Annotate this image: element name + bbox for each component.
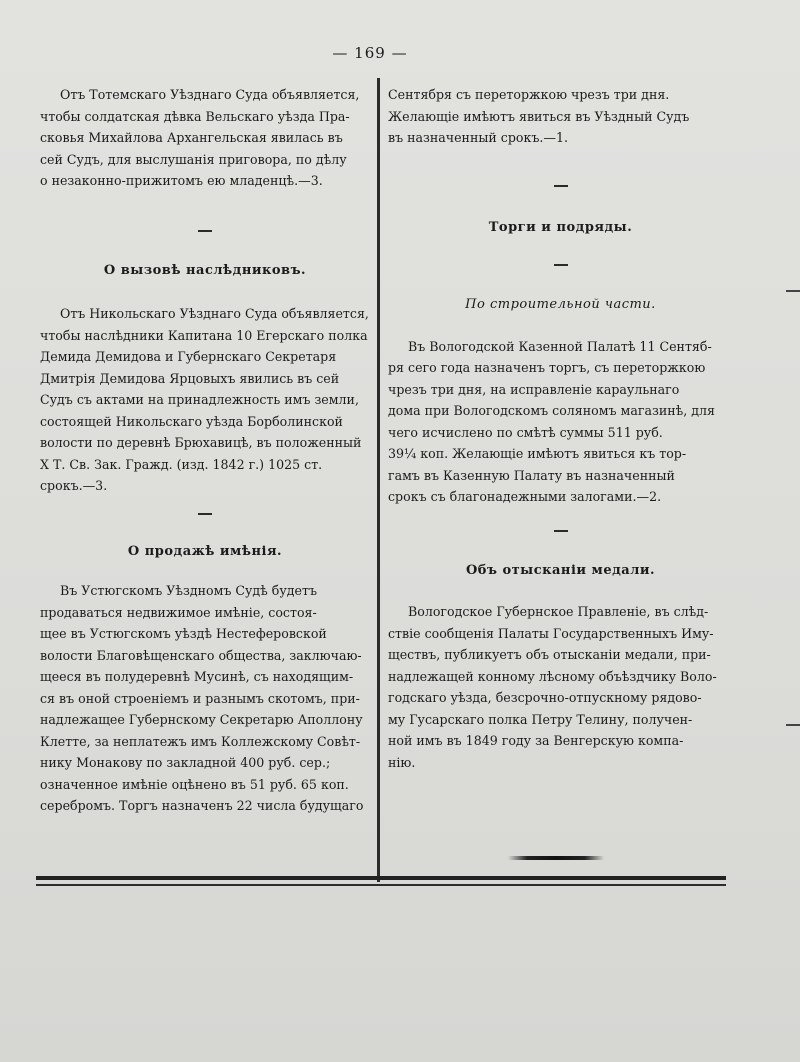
heading-auctions: Торги и подряды. (488, 219, 633, 235)
text-line: надлежащей конному лѣсному объѣздчику Воло- (388, 668, 717, 684)
text-line: нію. (388, 754, 416, 770)
notice-vologda-government (388, 601, 733, 773)
text-line: щееся въ полудеревнѣ Мусинѣ, съ находящим- (40, 669, 354, 684)
heading-medal: Объ отысканіи медали. (465, 562, 656, 578)
text-line: означенное имѣніе оцѣнено въ 51 руб. 65 коп. (40, 776, 349, 792)
text-line: Демида Демидова и Губернскаго Секретаря (40, 349, 337, 364)
text-line: ствіе сообщенія Палаты Государственныхъ Иму- (388, 625, 714, 641)
text-line: му Гусарскаго полка Петру Телину, получен- (388, 711, 693, 727)
text-line: чего исчислено по смѣтѣ суммы 511 руб. (388, 424, 663, 440)
text-line: срокъ съ благонадежными залогами.—2. (388, 489, 662, 504)
text-line: чтобы наслѣдники Капитана 10 Егерскаго полка (40, 327, 368, 343)
text-line: ществъ, публикуетъ объ отысканіи медали, при- (388, 647, 711, 662)
bottom-rule-thick (36, 876, 726, 880)
heading-sale: О продажѣ имѣнія. (127, 543, 283, 559)
notice-continuation (388, 84, 733, 149)
text-line: Въ Устюгскомъ Уѣздномъ Судѣ будетъ (60, 583, 317, 598)
text-line: волости по деревнѣ Брюхавицѣ, въ положенный (40, 435, 362, 450)
text-line: продаваться недвижимое имѣніе, состоя- (40, 604, 317, 620)
page-number: — 169 — (332, 44, 408, 62)
text-line: чрезъ три дня, на исправленіе караульнаго (388, 381, 680, 397)
notice-ustyug-court (40, 580, 370, 817)
notice-vologda-treasury (388, 336, 733, 508)
text-line: состоящей Никольскаго уѣзда Борболинской (40, 413, 343, 429)
scan-edge-mark (786, 290, 800, 292)
text-line: 39¼ коп. Желающіе имѣютъ явиться къ тор- (388, 446, 687, 461)
text-line: ся въ оной строеніемъ и разнымъ скотомъ, при- (40, 690, 360, 706)
text-line: годскаго уѣзда, безсрочно-отпускному рядово- (388, 690, 702, 705)
text-line: Желающіе имѣютъ явиться въ Уѣздный Судъ (388, 108, 690, 124)
notice-nikolsk-court (40, 303, 370, 497)
scan-edge-mark (786, 724, 800, 726)
text-line: въ назначенный срокъ.—1. (388, 130, 568, 145)
text-line: о незаконно-прижитомъ ею младенцѣ.—3. (40, 173, 323, 188)
heading-heirs: О вызовѣ наслѣдниковъ. (103, 262, 307, 278)
text-line: дома при Вологодскомъ соляномъ магазинѣ, для (388, 403, 715, 418)
notice-totma-court (40, 84, 370, 192)
text-line: сковья Михайлова Архангельская явилась въ (40, 130, 343, 145)
text-line: Въ Вологодской Казенной Палатѣ 11 Сентяб- (408, 338, 712, 354)
text-line: Отъ Никольскаго Уѣзднаго Суда объявляется, (60, 306, 369, 321)
text-line: серебромъ. Торгъ назначенъ 22 числа будущаго (40, 798, 364, 813)
text-line: Клетте, за неплатежъ имъ Коллежскому Совѣт- (40, 733, 361, 749)
text-line: ря сего года назначенъ торгъ, съ переторжкою (388, 360, 706, 375)
text-line: сей Судъ, для выслушанія приговора, по дѣлу (40, 151, 347, 167)
right-column (388, 84, 733, 773)
text-line: ной имъ въ 1849 году за Венгерскую компа- (388, 733, 684, 748)
text-line: чтобы солдатская дѣвка Вельскаго уѣзда Пра- (40, 108, 350, 124)
text-line: Дмитрія Демидова Ярцовыхъ явились въ сей (40, 370, 340, 386)
text-line: Вологодское Губернское Правленіе, въ слѣд- (408, 604, 709, 619)
text-line: надлежащее Губернскому Секретарю Аполлону (40, 712, 363, 727)
text-line: нику Монакову по закладной 400 руб. сер.; (40, 755, 331, 770)
text-line: Судъ съ актами на принадлежность имъ земли, (40, 392, 359, 407)
end-ornament (508, 856, 604, 860)
text-line: волости Благовѣщенскаго общества, заключаю- (40, 647, 362, 663)
text-line: Х Т. Св. Зак. Гражд. (изд. 1842 г.) 1025 ст. (40, 456, 323, 472)
text-line: щее въ Устюгскомъ уѣздѣ Нестеферовской (40, 626, 327, 641)
bottom-rule-thin (36, 884, 726, 886)
text-line: Отъ Тотемскаго Уѣзднаго Суда объявляется, (60, 87, 360, 102)
subheading-construction: По строительной части. (465, 297, 656, 312)
text-line: срокъ.—3. (40, 478, 108, 493)
text-line: гамъ въ Казенную Палату въ назначенный (388, 467, 675, 483)
left-column (40, 84, 370, 817)
column-separator (377, 78, 380, 882)
text-line: Сентября съ переторжкою чрезъ три дня. (388, 87, 670, 102)
